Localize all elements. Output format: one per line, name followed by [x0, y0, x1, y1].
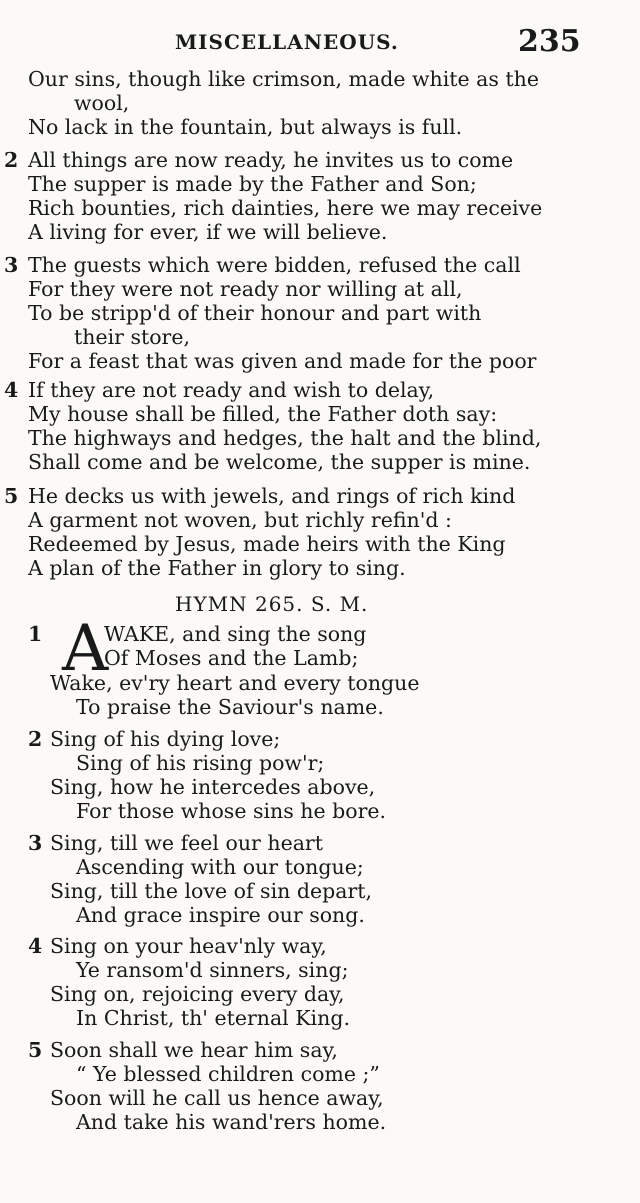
verse-line: To be stripp'd of their honour and part with: [28, 301, 482, 325]
hymn-title: HYMN 265. S. M.: [175, 592, 369, 616]
verse-line: He decks us with jewels, and rings of rich kind: [28, 484, 516, 508]
verse-line: No lack in the fountain, but always is full.: [28, 115, 463, 139]
verse-line: Wake, ev'ry heart and every tongue: [50, 671, 420, 695]
verse-line: For they were not ready nor willing at all,: [28, 277, 463, 301]
running-head: MISCELLANEOUS.: [175, 30, 399, 54]
verse-number: 3: [4, 253, 19, 277]
verse-line: The guests which were bidden, refused the call: [28, 253, 521, 277]
verse-number: 5: [28, 1038, 43, 1062]
verse-number: 5: [4, 484, 19, 508]
verse-line: Soon will he call us hence away,: [50, 1086, 384, 1110]
verse-line: My house shall be filled, the Father doth say:: [28, 402, 498, 426]
verse-line: Redeemed by Jesus, made heirs with the King: [28, 532, 506, 556]
verse-line: A plan of the Father in glory to sing.: [28, 556, 406, 580]
verse-number: 3: [28, 831, 43, 855]
verse-line: Rich bounties, rich dainties, here we may receive: [28, 196, 543, 220]
verse-number: 4: [28, 934, 43, 958]
drop-cap: A: [62, 612, 109, 686]
verse-line: A living for ever, if we will believe.: [28, 220, 388, 244]
verse-line: Sing on your heav'nly way,: [50, 934, 327, 958]
verse-line: “ Ye blessed children come ;”: [76, 1062, 380, 1086]
verse-line: For a feast that was given and made for the poor: [28, 349, 537, 373]
verse-line: WAKE, and sing the song: [104, 622, 367, 646]
verse-line: Our sins, though like crimson, made white as the: [28, 67, 539, 91]
verse-line: If they are not ready and wish to delay,: [28, 378, 435, 402]
verse-line: Of Moses and the Lamb;: [104, 646, 359, 670]
verse-line: Sing on, rejoicing every day,: [50, 982, 345, 1006]
verse-line: All things are now ready, he invites us to come: [28, 148, 514, 172]
verse-line: Shall come and be welcome, the supper is mine.: [28, 450, 531, 474]
verse-line: Sing of his dying love;: [50, 727, 281, 751]
verse-number: 2: [28, 727, 43, 751]
verse-line: To praise the Saviour's name.: [76, 695, 384, 719]
verse-line: Ye ransom'd sinners, sing;: [76, 958, 349, 982]
page-number: 235: [518, 24, 581, 59]
verse-line: The supper is made by the Father and Son;: [28, 172, 477, 196]
verse-line: Sing, till we feel our heart: [50, 831, 323, 855]
verse-number: 2: [4, 148, 19, 172]
verse-line: Sing, till the love of sin depart,: [50, 879, 372, 903]
verse-line: And take his wand'rers home.: [76, 1110, 387, 1134]
verse-line: And grace inspire our song.: [76, 903, 365, 927]
verse-line: Soon shall we hear him say,: [50, 1038, 338, 1062]
verse-line: A garment not woven, but richly refin'd :: [28, 508, 452, 532]
verse-line: their store,: [74, 325, 190, 349]
verse-number: 1: [28, 622, 43, 646]
verse-line: For those whose sins he bore.: [76, 799, 387, 823]
verse-number: 4: [4, 378, 19, 402]
verse-line: In Christ, th' eternal King.: [76, 1006, 350, 1030]
verse-line: Sing, how he intercedes above,: [50, 775, 376, 799]
verse-line: The highways and hedges, the halt and the blind,: [28, 426, 542, 450]
verse-line: wool,: [74, 91, 130, 115]
verse-line: Sing of his rising pow'r;: [76, 751, 325, 775]
verse-line: Ascending with our tongue;: [76, 855, 364, 879]
